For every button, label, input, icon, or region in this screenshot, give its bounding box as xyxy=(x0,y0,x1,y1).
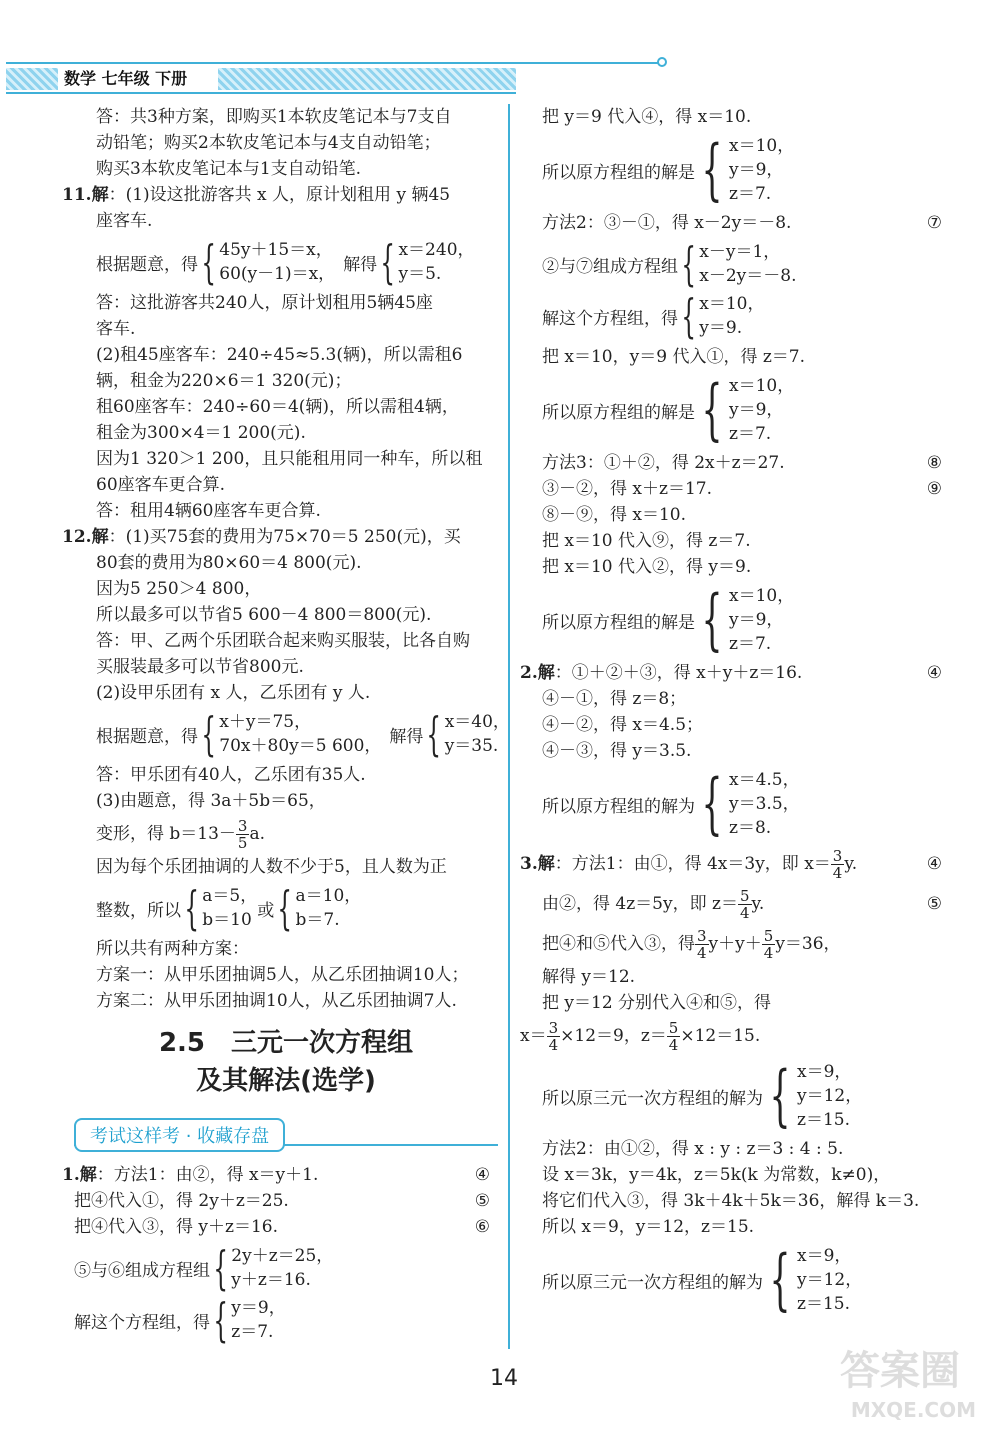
text-line: 80套的费用为80×60＝4 800(元). xyxy=(96,553,362,573)
solution-lines xyxy=(729,374,794,446)
problem-number: 12.解 xyxy=(62,527,109,547)
text: y＝36， xyxy=(775,934,841,954)
watermark-logo: 答案圈 xyxy=(840,1348,960,1394)
equation: x＝10， xyxy=(729,586,795,606)
text: 把④代入①，得 2y＋z＝25. xyxy=(74,1191,289,1211)
text-line: 所以最多可以节省5 600－4 800＝800(元). xyxy=(96,605,432,625)
text-line: 因为5 250＞4 800， xyxy=(96,579,262,599)
fraction xyxy=(762,928,776,961)
watermark-url: MXQE.COM xyxy=(850,1398,976,1422)
text-line: 方案二：从甲乐团抽调10人，从乙乐团抽调7人. xyxy=(96,991,457,1011)
text-line: 座客车. xyxy=(96,211,153,231)
equation-system xyxy=(74,235,498,289)
text-line: 租金为300×4＝1 200(元). xyxy=(96,423,306,443)
text: 或 xyxy=(257,900,275,921)
equation: x＝40， xyxy=(444,712,510,732)
text-line: 买服装最多可以节省800元. xyxy=(96,657,304,677)
text: y＋y＋ xyxy=(708,934,762,954)
equation-system xyxy=(520,371,950,448)
circled-number: ⑦ xyxy=(926,213,942,233)
text-line: 答：甲乐团有40人，乙乐团有35人. xyxy=(96,765,366,785)
equation: 2y＋z＝25， xyxy=(231,1246,334,1266)
text-line: 方案一：从甲乐团抽调5人，从乙乐团抽调10人； xyxy=(96,965,469,985)
solution-lines xyxy=(445,710,510,758)
equation: x＝10， xyxy=(729,376,795,396)
text-line: 把 x＝10 代入⑨，得 z＝7. xyxy=(542,531,751,551)
denominator: 4 xyxy=(548,1036,559,1054)
equation: x＋y＝75， xyxy=(219,712,312,732)
text-line: 把 x＝10，y＝9 代入①，得 z＝7. xyxy=(542,347,806,367)
brace-icon: { xyxy=(681,237,696,291)
text-line: 答：共3种方案，即购买1本软皮笔记本与7支自 xyxy=(96,107,452,127)
text-line: ④－①，得 z＝8； xyxy=(542,689,687,709)
brace-icon: { xyxy=(201,707,216,761)
text: 整数，所以 xyxy=(96,900,181,921)
problem-number: 2.解 xyxy=(520,663,555,683)
problem-2 xyxy=(520,660,950,686)
right-column xyxy=(520,104,950,1320)
numerator: 5 xyxy=(763,927,774,945)
text-line: 设 x＝3k，y＝4k，z＝5k(k 为常数，k≠0)， xyxy=(542,1165,891,1185)
equation: y＝3.5， xyxy=(729,794,800,814)
numerator: 3 xyxy=(697,927,707,945)
section-banner xyxy=(74,1118,498,1152)
equation: z＝15. xyxy=(797,1110,850,1130)
circled-number: ④ xyxy=(926,663,942,683)
text-line: 答：甲、乙两个乐团联合起来购买服装，比各自购 xyxy=(96,631,470,651)
solution-lines xyxy=(797,1060,862,1132)
equation: x＝4.5， xyxy=(729,770,800,790)
text-line: 答：租用4辆60座客车更合算. xyxy=(96,501,321,521)
numerator: 3 xyxy=(237,817,248,835)
circled-number: ⑤ xyxy=(474,1191,490,1211)
brace-icon: { xyxy=(213,1241,228,1295)
equation: a＝5， xyxy=(202,886,258,906)
header-stripe-right xyxy=(218,68,516,90)
text-line: (2)租45座客车：240÷45≈5.3(辆)，所以需租6 xyxy=(96,345,463,365)
text: 所以原方程组的解是 xyxy=(542,162,695,183)
text-line: 解得 y＝12. xyxy=(542,967,636,987)
text: ③－②，得 x＋z＝17. xyxy=(542,479,712,499)
text-line xyxy=(74,1188,498,1214)
equation: x＝10， xyxy=(699,294,765,314)
equation: x－y＝1， xyxy=(699,242,781,262)
text-line: 把 y＝9 代入④，得 x＝10. xyxy=(542,107,752,127)
equation-system xyxy=(520,1057,950,1134)
text-line: 辆，租金为220×6＝1 320(元)； xyxy=(96,371,352,391)
equation: z＝7. xyxy=(729,424,772,444)
problem-number: 11.解 xyxy=(62,185,109,205)
text: 变形，得 b＝13－ xyxy=(96,824,236,844)
solution-lines xyxy=(729,768,800,840)
equation: y＝12， xyxy=(797,1086,863,1106)
fraction-line xyxy=(520,924,950,964)
text-line xyxy=(520,476,950,502)
equation: x＝10， xyxy=(729,136,795,156)
text: x＝ xyxy=(520,1026,547,1046)
equation-system xyxy=(520,581,950,658)
denominator: 4 xyxy=(832,864,843,882)
text: 解这个方程组，得 xyxy=(542,308,678,329)
equation-system xyxy=(520,131,950,208)
circled-number: ⑤ xyxy=(926,894,942,914)
text: ⑤与⑥组成方程组 xyxy=(74,1260,210,1281)
equation: b＝7. xyxy=(295,910,340,930)
fraction xyxy=(738,888,752,921)
problem-number: 1.解 xyxy=(62,1165,97,1185)
equation-system xyxy=(74,707,510,761)
denominator: 4 xyxy=(697,944,707,962)
text-line: 客车. xyxy=(96,319,136,339)
system-lines xyxy=(219,238,335,286)
header-stripe-left xyxy=(6,68,58,90)
denominator: 4 xyxy=(739,904,750,922)
equation: x－2y＝－8. xyxy=(699,266,797,286)
circled-number: ⑨ xyxy=(926,479,942,499)
text-line: 答：这批游客共240人，原计划租用5辆45座 xyxy=(96,293,433,313)
equation: y＝9， xyxy=(729,160,784,180)
text-line: 因为每个乐团抽调的人数不少于5，且人数为正 xyxy=(96,857,447,877)
fraction xyxy=(695,928,709,961)
brace-icon: { xyxy=(184,881,199,935)
header-underline xyxy=(6,92,516,94)
fraction-line xyxy=(520,1016,950,1056)
text: 根据题意，得 xyxy=(96,254,198,275)
solution-lines xyxy=(231,1296,285,1344)
left-column xyxy=(62,104,510,1348)
system-lines xyxy=(296,884,362,932)
text-line xyxy=(74,1214,498,1240)
brace-icon: { xyxy=(277,881,293,935)
text-line: 租60座客车：240÷60＝4(辆)，所以需租4辆， xyxy=(96,397,459,417)
page-number: 14 xyxy=(490,1366,518,1391)
equation: y＝35. xyxy=(444,736,499,756)
equation: x＝9， xyxy=(797,1062,852,1082)
text-line: 购买3本软皮笔记本与1支自动铅笔. xyxy=(96,159,362,179)
text: 由②，得 4z＝5y，即 z＝ xyxy=(542,894,738,914)
text: 所以原方程组的解是 xyxy=(542,612,695,633)
numerator: 5 xyxy=(739,887,750,905)
text: 根据题意，得 xyxy=(96,726,198,747)
numerator: 5 xyxy=(668,1019,679,1037)
equation-system xyxy=(520,765,950,842)
circled-number: ⑥ xyxy=(474,1217,490,1237)
text-line: ④－②，得 x＝4.5； xyxy=(542,715,704,735)
brace-icon: { xyxy=(213,1293,228,1347)
brace-icon: { xyxy=(380,235,396,289)
equation: y＋z＝16. xyxy=(231,1270,311,1290)
problem-3 xyxy=(520,844,950,884)
text-line xyxy=(520,450,950,476)
text: 方法2：③－①，得 x－2y＝－8. xyxy=(542,213,792,233)
equation: y＝12， xyxy=(797,1270,863,1290)
text: 解得 xyxy=(343,254,378,275)
text-line: ：方法1：由②，得 x＝y＋1. xyxy=(96,1165,319,1185)
text: y. xyxy=(844,854,858,874)
text: 所以原三元一次方程组的解为 xyxy=(542,1272,763,1293)
brace-icon: { xyxy=(426,707,442,761)
text: 解得 xyxy=(389,726,424,747)
equation-system xyxy=(520,1241,950,1318)
text: 所以原方程组的解为 xyxy=(542,796,695,817)
equation: x＝240， xyxy=(398,240,475,260)
problem-12 xyxy=(62,524,498,550)
system-lines xyxy=(202,884,257,932)
fraction-line xyxy=(520,884,950,924)
header-rule-dot xyxy=(657,57,667,67)
circled-number: ⑧ xyxy=(926,453,942,473)
text: 把④代入③，得 y＋z＝16. xyxy=(74,1217,278,1237)
text-line: ④－③，得 y＝3.5. xyxy=(542,741,692,761)
text: ×12＝9，z＝ xyxy=(560,1026,667,1046)
circled-number: ④ xyxy=(474,1165,490,1185)
text: ②与⑦组成方程组 xyxy=(542,256,678,277)
circled-number: ④ xyxy=(926,854,942,874)
brace-icon: { xyxy=(701,765,723,842)
solution-lines xyxy=(398,238,474,286)
header-title: 数学 七年级 下册 xyxy=(64,69,188,88)
equation: z＝15. xyxy=(797,1294,850,1314)
numerator: 3 xyxy=(548,1019,559,1037)
text: 所以原方程组的解是 xyxy=(542,402,695,423)
equation: 60(y－1)＝x， xyxy=(219,264,336,284)
equation: z＝8. xyxy=(729,818,772,838)
fraction-line xyxy=(74,814,498,854)
solution-lines xyxy=(797,1244,862,1316)
text-line: 所以 x＝9，y＝12，z＝15. xyxy=(542,1217,755,1237)
text: 解这个方程组，得 xyxy=(74,1312,210,1333)
header-rule xyxy=(6,62,666,64)
equation: y＝9， xyxy=(231,1298,286,1318)
solution-lines xyxy=(729,584,794,656)
brace-icon: { xyxy=(769,1057,791,1134)
banner-label: 考试这样考 · 收藏存盘 xyxy=(74,1118,285,1152)
text-line: ：(1)买75套的费用为75×70＝5 250(元)，买 xyxy=(108,527,461,547)
equation-system xyxy=(74,881,498,935)
text-line xyxy=(520,210,950,236)
section-subtitle: 及其解法(选学) xyxy=(196,1066,376,1096)
solution-lines xyxy=(729,134,794,206)
denominator: 4 xyxy=(668,1036,679,1054)
text: ×12＝15. xyxy=(680,1026,761,1046)
text: ：①＋②＋③，得 x＋y＋z＝16. xyxy=(554,663,803,683)
brace-icon: { xyxy=(201,235,216,289)
equation: y＝9. xyxy=(699,318,743,338)
text-line: 方法2：由①②，得 x : y : z＝3 : 4 : 5. xyxy=(542,1139,844,1159)
brace-icon: { xyxy=(701,371,723,448)
text: a. xyxy=(249,824,266,844)
equation: y＝5. xyxy=(398,264,442,284)
text-line: 因为1 320＞1 200，且只能租用同一种车，所以租 xyxy=(96,449,483,469)
equation: 45y＋15＝x， xyxy=(219,240,333,260)
equation: z＝7. xyxy=(729,634,772,654)
equation: x＝9， xyxy=(797,1246,852,1266)
equation-system xyxy=(74,1241,498,1295)
equation-system xyxy=(520,289,950,343)
equation: a＝10， xyxy=(295,886,362,906)
text: ：方法1：由①，得 4x＝3y，即 x＝ xyxy=(554,854,831,874)
text: 所以原三元一次方程组的解为 xyxy=(542,1088,763,1109)
brace-icon: { xyxy=(701,581,723,658)
brace-icon: { xyxy=(769,1241,791,1318)
brace-icon: { xyxy=(701,131,723,208)
equation: y＝9， xyxy=(729,400,784,420)
text-line: 把 y＝12 分别代入④和⑤，得 xyxy=(542,993,772,1013)
fraction xyxy=(547,1020,561,1053)
section-title: 2.5 三元一次方程组 xyxy=(158,1028,414,1058)
system-lines xyxy=(231,1244,333,1292)
denominator: 5 xyxy=(237,834,248,852)
text-line: ：(1)设这批游客共 x 人，原计划租用 y 辆45 xyxy=(108,185,451,205)
text-line: (2)设甲乐团有 x 人，乙乐团有 y 人. xyxy=(96,683,371,703)
problem-number: 3.解 xyxy=(520,854,555,874)
equation: b＝10 xyxy=(202,910,252,930)
equation-system xyxy=(520,237,950,291)
text: y. xyxy=(751,894,765,914)
equation: 70x＋80y＝5 600， xyxy=(219,736,382,756)
brace-icon: { xyxy=(681,289,696,343)
equation: z＝7. xyxy=(231,1322,274,1342)
text-line: (3)由题意，得 3a＋5b＝65， xyxy=(96,791,326,811)
fraction xyxy=(831,848,845,881)
fraction xyxy=(236,818,250,851)
text-line: 动铅笔；购买2本软皮笔记本与4支自动铅笔； xyxy=(96,133,441,153)
text-line: 60座客车更合算. xyxy=(96,475,226,495)
equation: y＝9， xyxy=(729,610,784,630)
text-line: 将它们代入③，得 3k＋4k＋5k＝36，解得 k＝3. xyxy=(542,1191,920,1211)
system-lines xyxy=(219,710,381,758)
problem-11 xyxy=(62,182,498,208)
solution-lines xyxy=(699,292,764,340)
fraction xyxy=(667,1020,681,1053)
denominator: 4 xyxy=(763,944,774,962)
text: 方法3：①＋②，得 2x＋z＝27. xyxy=(542,453,785,473)
problem-1 xyxy=(62,1162,498,1188)
text-line: ⑧－⑨，得 x＝10. xyxy=(542,505,687,525)
numerator: 3 xyxy=(832,847,843,865)
equation-system xyxy=(74,1293,498,1347)
equation: z＝7. xyxy=(729,184,772,204)
text-line: 把 x＝10 代入②，得 y＝9. xyxy=(542,557,752,577)
system-lines xyxy=(699,240,796,288)
text-line: 所以共有两种方案： xyxy=(96,939,249,959)
text: 把④和⑤代入③，得 xyxy=(542,934,695,954)
